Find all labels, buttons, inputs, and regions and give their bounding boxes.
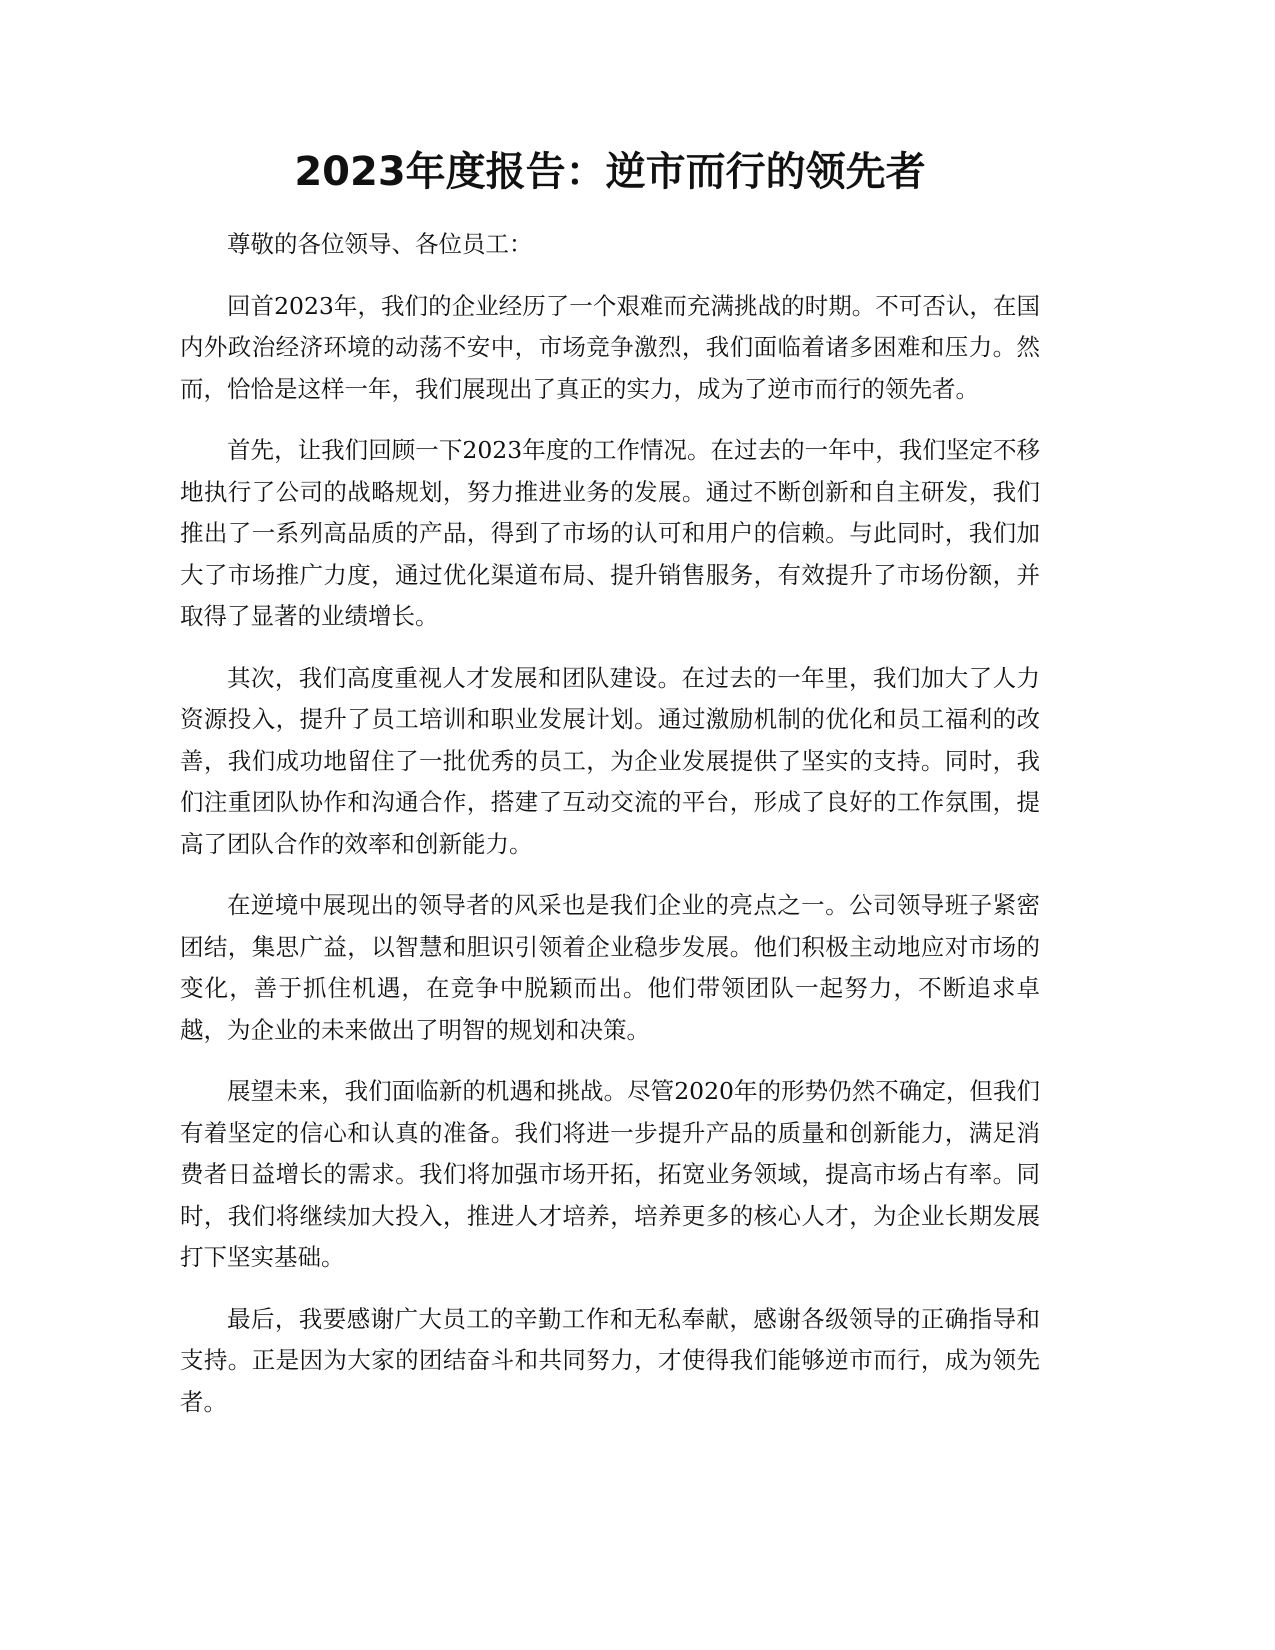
body-paragraph: 首先，让我们回顾一下2023年度的工作情况。在过去的一年中，我们坚定不移地执行了公司的战略规划，努力推进业务的发展。通过不断创新和自主研发，我们推出了一系列高品质的产品，得到了市场的认可和用户的信赖。与此同时，我们加大了市场推广力度，通过优化渠道布局、提升销售服务，有效提升了市场份额，并取得了显著的业绩增长。 (180, 436, 1040, 630)
closing-paragraph: 最后，我要感谢广大员工的辛勤工作和无私奉献，感谢各级领导的正确指导和支持。正是因为大家的团结奋斗和共同努力，才使得我们能够逆市而行，成为领先者。 (180, 1304, 1040, 1416)
body-paragraph: 展望未来，我们面临新的机遇和挑战。尽管2020年的形势仍然不确定，但我们有着坚定的信心和认真的准备。我们将进一步提升产品的质量和创新能力，满足消费者日益增长的需求。我们将加强市场开拓，拓宽业务领域，提高市场占有率。同时，我们将继续加大投入，推进人才培养，培养更多的核心人才，为企业长期发展打下坚实基础。 (180, 1077, 1040, 1271)
salutation-paragraph: 尊敬的各位领导、各位员工： (227, 230, 533, 258)
body-paragraph: 其次，我们高度重视人才发展和团队建设。在过去的一年里，我们加大了人力资源投入，提升了员工培训和职业发展计划。通过激励机制的优化和员工福利的改善，我们成功地留住了一批优秀的员工，为企业发展提供了坚实的支持。同时，我们注重团队协作和沟通合作，搭建了互动交流的平台，形成了良好的工作氛围，提高了团队合作的效率和创新能力。 (180, 663, 1040, 858)
body-paragraph: 在逆境中展现出的领导者的风采也是我们企业的亮点之一。公司领导班子紧密团结，集思广益，以智慧和胆识引领着企业稳步发展。他们积极主动地应对市场的变化，善于抓住机遇，在竞争中脱颖而出。他们带领团队一起努力，不断追求卓越，为企业的未来做出了明智的规划和决策。 (180, 891, 1040, 1044)
document-title: 2023年度报告：逆市而行的领先者 (294, 149, 926, 195)
body-paragraph: 回首2023年，我们的企业经历了一个艰难而充满挑战的时期。不可否认，在国内外政治经济环境的动荡不安中，市场竞争激烈，我们面临着诸多困难和压力。然而，恰恰是这样一年，我们展现出了真正的实力，成为了逆市而行的领先者。 (180, 291, 1040, 403)
document-page (180, 140, 1040, 1443)
